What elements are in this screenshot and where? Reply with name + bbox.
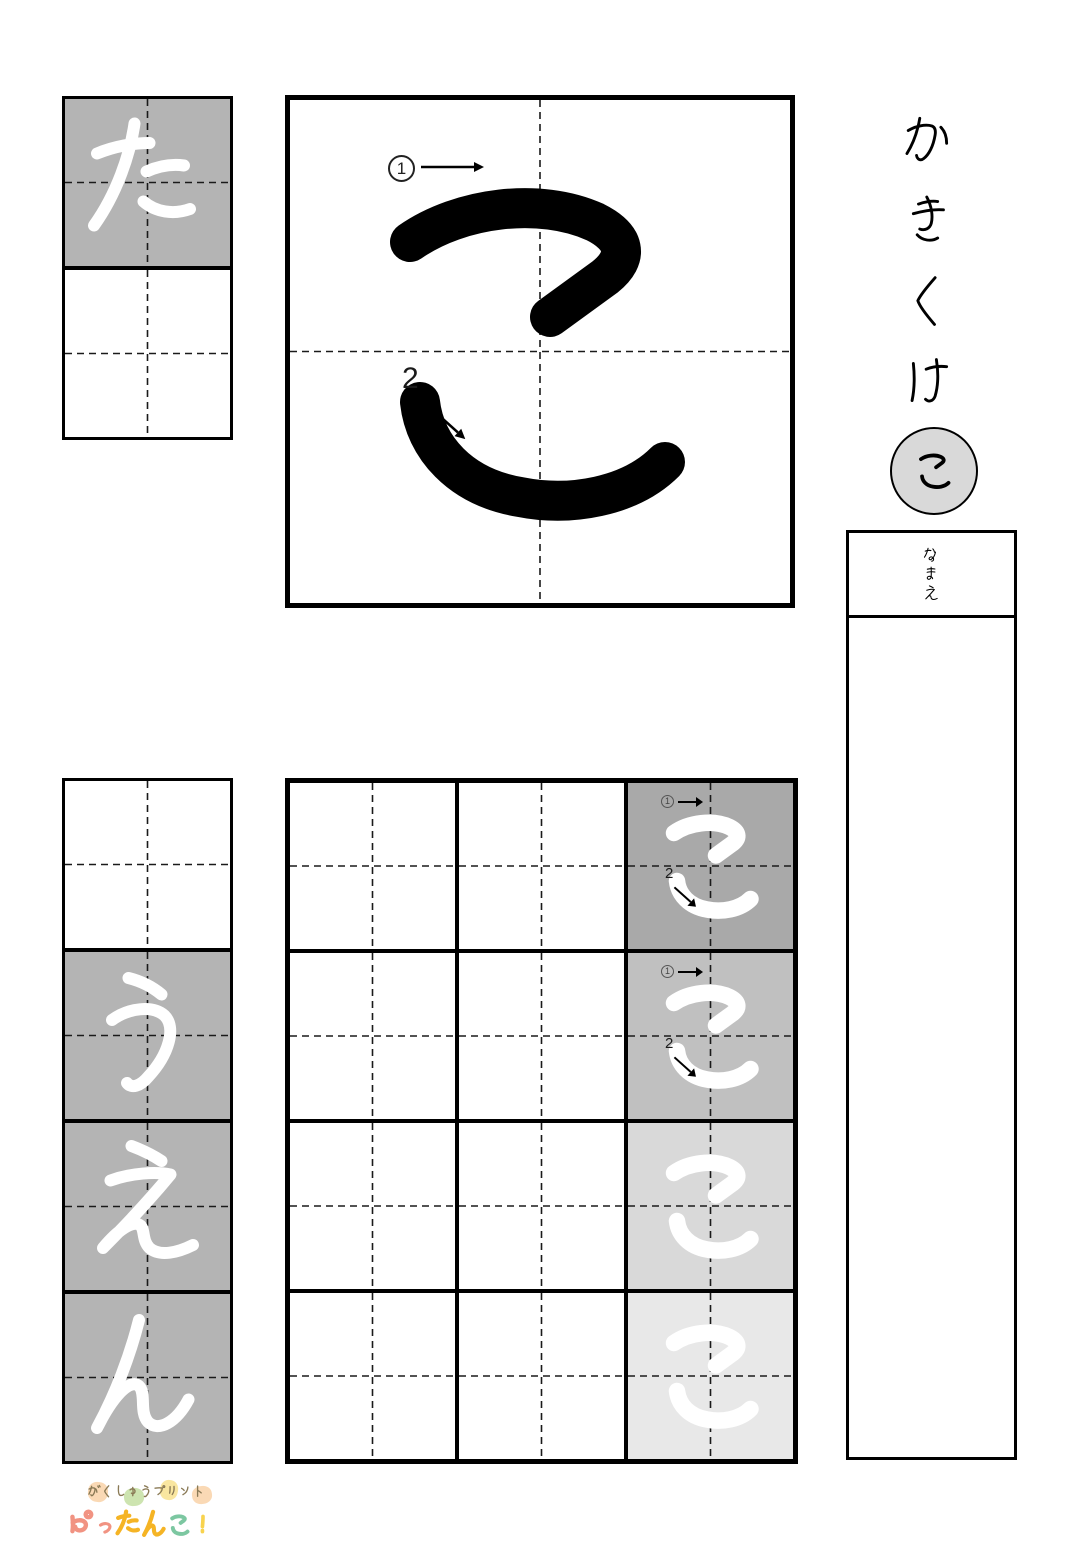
stroke-direction-arrow-icon (677, 965, 703, 979)
logo-line1-glyph (165, 1484, 180, 1499)
logo-line1-glyph (191, 1484, 206, 1499)
logo-line1-glyph (100, 1484, 115, 1499)
stroke-1-number-badge: 1 (661, 795, 674, 808)
practice-cell (65, 1119, 230, 1290)
guide-cross (628, 783, 793, 949)
guide-cross (459, 1123, 624, 1289)
practice-cell (457, 951, 626, 1121)
name-label-glyph (922, 546, 941, 565)
stroke-1-arrow (677, 965, 703, 984)
review-column-u-e-n (62, 778, 233, 1464)
guide-cross (290, 953, 455, 1119)
practice-cell (65, 266, 230, 437)
title-character-glyph (898, 110, 962, 174)
guide-cross (65, 952, 230, 1119)
trace-cell (626, 1121, 795, 1291)
logo-line2-glyph (189, 1512, 217, 1540)
logo-line1 (88, 1484, 205, 1499)
title-character (898, 190, 964, 254)
guide-cross (628, 953, 793, 1119)
guide-cross (65, 1123, 230, 1290)
practice-cell (288, 1121, 457, 1291)
stroke-1-number-badge: 1 (661, 965, 674, 978)
logo-line1-glyph (113, 1484, 128, 1499)
name-box-header (849, 533, 1014, 618)
stroke-2-number-label: 2 (402, 362, 419, 395)
guide-cross (290, 100, 790, 603)
logo-line1-glyph (178, 1484, 193, 1499)
title-character (898, 110, 964, 174)
stroke-2-number-label: 2 (665, 865, 674, 882)
stroke-direction-arrow-icon (677, 795, 703, 809)
current-character-circle (890, 427, 978, 515)
guide-cross (290, 783, 455, 949)
practice-cell (65, 781, 230, 948)
logo-line2 (70, 1506, 214, 1540)
name-input-area (849, 618, 1014, 1457)
logo-line1-glyph (87, 1484, 102, 1499)
stroke-direction-arrow-icon (420, 160, 484, 174)
logo-line1-glyph (126, 1484, 141, 1499)
stroke-order-demo-box (285, 95, 795, 608)
guide-cross (459, 1293, 624, 1459)
practice-cell (457, 1121, 626, 1291)
name-label-glyph (922, 565, 941, 584)
stroke-1-arrow (677, 795, 703, 814)
stroke-1-arrow (420, 160, 484, 179)
guide-cross (459, 783, 624, 949)
guide-cross (459, 953, 624, 1119)
practice-cell (65, 99, 230, 266)
current-character-glyph (908, 444, 962, 498)
title-character-glyph (898, 270, 962, 334)
practice-cell (65, 948, 230, 1119)
guide-cross (628, 1293, 793, 1459)
name-box (846, 530, 1017, 1460)
guide-cross (65, 1294, 230, 1461)
title-character (898, 350, 964, 414)
name-label-glyph (922, 584, 941, 603)
guide-cross (65, 270, 230, 437)
practice-cell (288, 1291, 457, 1461)
practice-cell (288, 951, 457, 1121)
title-character-glyph (898, 350, 962, 414)
logo-line2-glyph (165, 1510, 195, 1540)
trace-cell (626, 951, 795, 1121)
guide-cross (65, 781, 230, 948)
brand-logo (68, 1478, 248, 1553)
practice-cell (288, 781, 457, 951)
logo-line2-glyph (67, 1506, 101, 1540)
logo-line2-glyph (139, 1508, 171, 1540)
guide-cross (628, 1123, 793, 1289)
practice-cell (65, 1290, 230, 1461)
logo-line1-glyph (152, 1484, 167, 1499)
guide-cross (290, 1123, 455, 1289)
trace-cell (626, 1291, 795, 1461)
practice-cell (457, 781, 626, 951)
trace-cell (626, 781, 795, 951)
title-character (898, 270, 964, 334)
logo-line2-glyph (113, 1508, 145, 1540)
page-title-column (898, 110, 964, 430)
practice-grid (285, 778, 798, 1464)
stroke-2-number-label: 2 (665, 1035, 674, 1052)
practice-cell (457, 1291, 626, 1461)
title-character-glyph (898, 190, 962, 254)
guide-cross (290, 1293, 455, 1459)
stroke-1-number-badge: 1 (388, 155, 415, 182)
guide-cross (65, 99, 230, 266)
review-column-ta (62, 96, 233, 440)
logo-line2-glyph (95, 1516, 119, 1540)
logo-line1-glyph (139, 1484, 154, 1499)
